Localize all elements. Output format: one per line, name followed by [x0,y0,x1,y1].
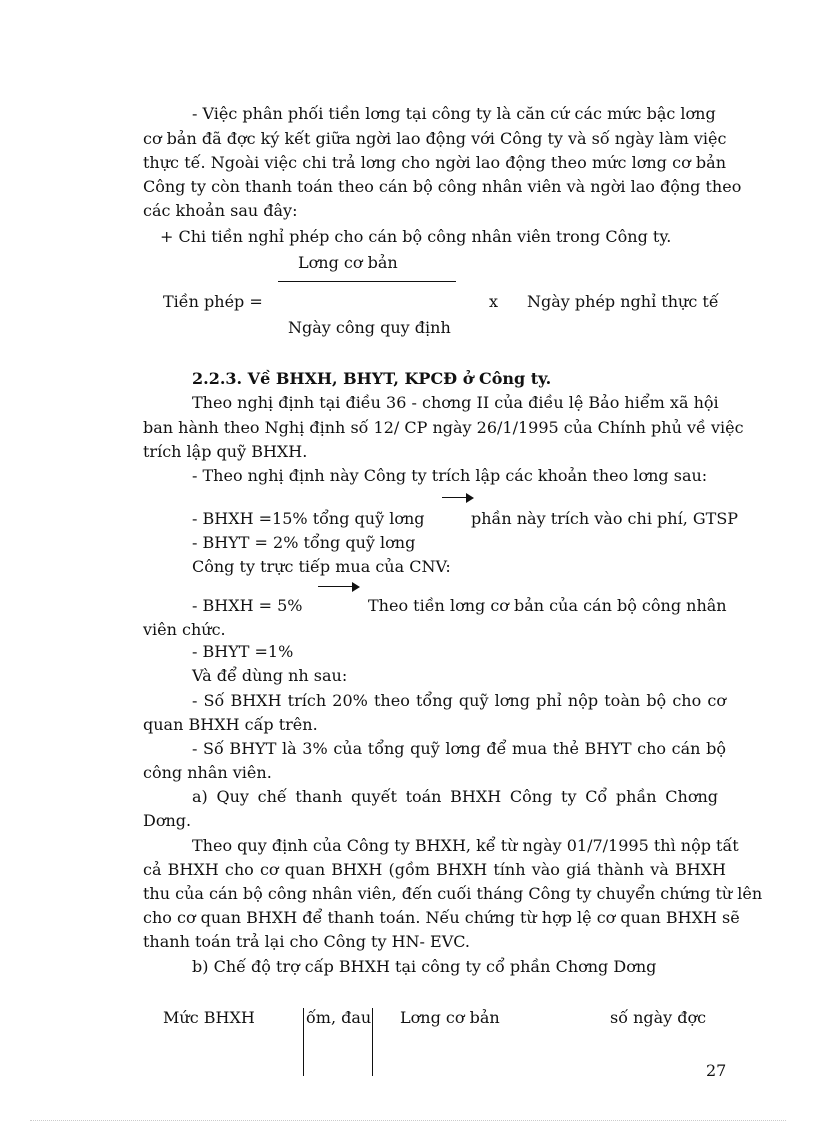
bhxh-5-line: - BHXH = 5% [192,596,303,615]
reg-line1: Theo quy định của Công ty BHXH, kể từ ngày 01/7/1995 thì nộp tất [192,836,739,855]
section-heading: 2.2.3. Về BHXH, BHYT, KPCĐ ở Công ty. [192,369,552,388]
table-cell-sickness: ốm, đau [306,1008,372,1027]
formula-times: x [489,292,499,311]
section-line2: ban hành theo Nghị định số 12/ CP ngày 26/1/1995 của Chính phủ về việc [143,418,744,437]
table-divider-right [372,1008,373,1076]
bhxh-20-line1: - Số BHXH trích 20% theo tổng quỹ lơng phỉ nộp toàn bộ cho cơ [192,691,726,710]
arrow-right-icon [318,582,360,592]
item-a-line1: a) Quy chế thanh quyết toán BHXH Công ty Cổ phần Chơng [192,787,718,806]
formula-rhs: Ngày phép nghỉ thực tế [527,292,719,311]
para1-line2: cơ bản đã đợc ký kết giữa ngời lao động với Công ty và số ngày làm việc [143,129,727,148]
cnv-line: Công ty trực tiếp mua của CNV: [192,557,451,576]
bhxh-5-note-cont: viên chức. [143,620,226,639]
table-cell-bhxh-level: Mức BHXH [163,1008,255,1027]
reg-line2: cả BHXH cho cơ quan BHXH (gồm BHXH tính vào giá thành và BHXH [143,860,726,879]
bhxh-20-line2: quan BHXH cấp trên. [143,715,318,734]
formula-denominator: Ngày công quy định [288,318,451,337]
section-line3: trích lập quỹ BHXH. [143,442,308,461]
formula-lhs: Tiền phép = [163,292,263,311]
reg-line4: cho cơ quan BHXH để thanh toán. Nếu chứng từ hợp lệ cơ quan BHXH sẽ [143,908,740,927]
fraction-bar [278,281,456,282]
section-line4: - Theo nghị định này Công ty trích lập các khoản theo lơng sau: [192,466,708,485]
para1-line1: - Việc phân phối tiền lơng tại công ty là căn cứ các mức bậc lơng [192,104,716,123]
usage-line: Và để dùng nh sau: [192,666,348,685]
bhyt-2-line: - BHYT = 2% tổng quỹ lơng [192,533,416,552]
formula-numerator: Lơng cơ bản [298,253,398,272]
bhxh-5-note: Theo tiền lơng cơ bản của cán bộ công nhân [368,596,727,615]
bhyt-3-line2: công nhân viên. [143,763,272,782]
section-line1: Theo nghị định tại điều 36 - chơng II của điều lệ Bảo hiểm xã hội [192,393,719,412]
bhxh-15-note: phần này trích vào chi phí, GTSP [471,509,739,528]
item-b-line: b) Chế độ trợ cấp BHXH tại công ty cổ phần Chơng Dơng [192,957,657,976]
page-bottom-border [30,1120,786,1121]
para1-line4: Công ty còn thanh toán theo cán bộ công nhân viên và ngời lao động theo [143,177,742,196]
para1-line3: thực tế. Ngoài việc chi trả lơng cho ngời lao động theo mức lơng cơ bản [143,153,726,172]
table-divider-left [303,1008,304,1076]
page-number: 27 [706,1061,727,1080]
bhyt-1-line: - BHYT =1% [192,642,294,661]
bhyt-3-line1: - Số BHYT là 3% của tổng quỹ lơng để mua thẻ BHYT cho cán bộ [192,739,726,758]
bhxh-15-line: - BHXH =15% tổng quỹ lơng [192,509,425,528]
reg-line5: thanh toán trả lại cho Công ty HN- EVC. [143,932,471,951]
arrow-right-icon [442,493,474,503]
table-cell-days: số ngày đợc [610,1008,707,1027]
item-a-line2: Dơng. [143,811,192,830]
reg-line3: thu của cán bộ công nhân viên, đến cuối tháng Công ty chuyển chứng từ lên [143,884,763,903]
table-cell-base-salary: Lơng cơ bản [400,1008,500,1027]
para1-line5: các khoản sau đây: [143,201,298,220]
bullet-leave-pay: + Chi tiền nghỉ phép cho cán bộ công nhân viên trong Công ty. [160,227,672,246]
